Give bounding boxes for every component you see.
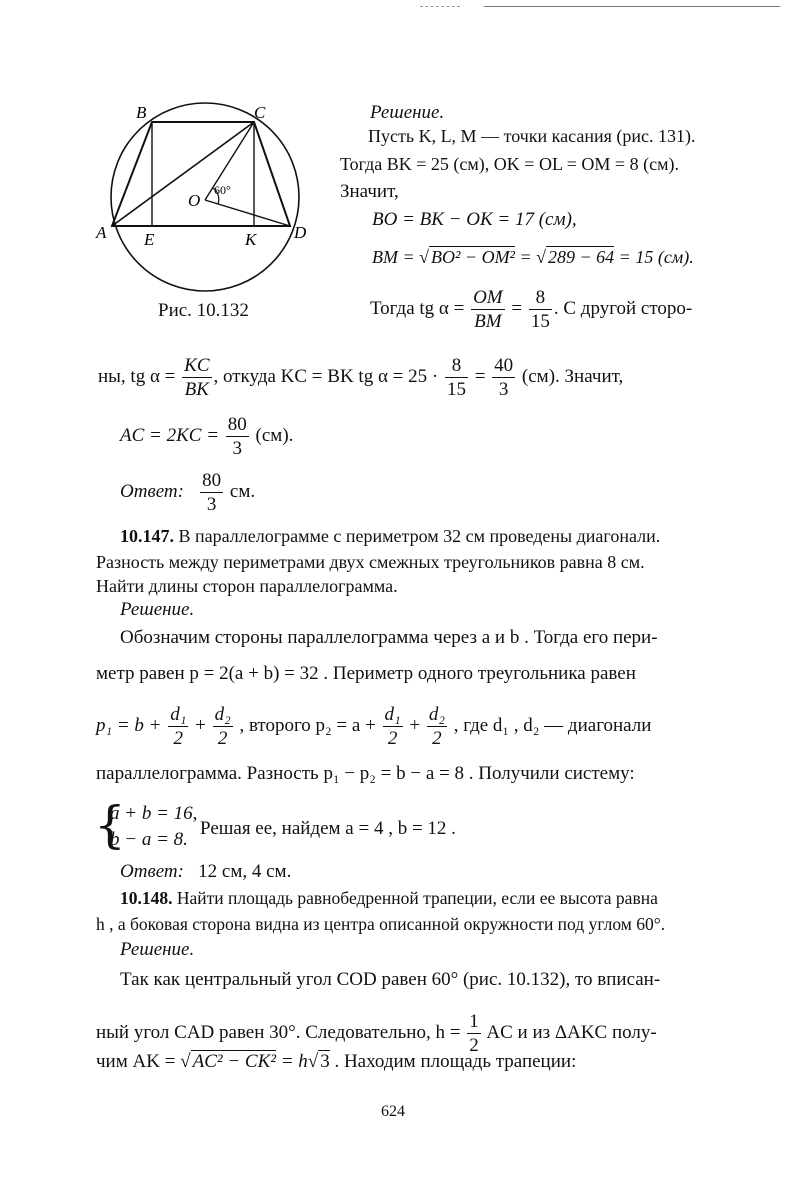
solution2-heading: Решение. [120, 599, 195, 620]
circumscribed-circle [111, 103, 299, 291]
label-e: E [144, 230, 155, 249]
trapezoid [112, 122, 290, 226]
fraction-om-bm [471, 288, 505, 331]
fraction-d1 [168, 705, 188, 748]
eq-bm-mid: = [514, 247, 537, 267]
frac-den: 2 [387, 728, 398, 749]
equation-kc [98, 356, 623, 399]
equation-ac [120, 415, 293, 458]
problem-148-line1 [120, 890, 658, 908]
equation-bm: BM = √ BO² − OM² = √ 289 − 64 = 15 (см). [372, 247, 694, 267]
fraction-40-3 [492, 356, 515, 399]
solution2-line4: параллелограмма. Разность p₁ − p₂ = b − a = 8 . Получили систему: [96, 763, 635, 784]
solution1-line2: Тогда BK = 25 (см), OK = OL = OM = 8 (см). [340, 154, 679, 174]
frac-den: 15 [530, 311, 550, 332]
fraction-half [467, 1012, 481, 1055]
answer-label: Ответ: [120, 861, 184, 882]
label-k: K [245, 230, 257, 249]
solution1-heading: Решение. [370, 102, 445, 123]
s3-prefix: чим AK = [96, 1051, 181, 1072]
eq-bm-sqrt2: 289 − 64 [548, 247, 615, 267]
kc-eq: = [469, 365, 491, 387]
ac-suffix: (см). [250, 424, 294, 446]
tg-prefix: Тогда tg α = [370, 297, 470, 319]
problem-text: Найти площадь равнобедренной трапеции, если ее высота равна [172, 888, 658, 908]
problem-147-line1 [120, 527, 660, 545]
frac-den: BK [184, 379, 209, 400]
frac-num: 80 [227, 414, 247, 435]
frac-num: d₂ [214, 704, 231, 725]
fraction-d2 [213, 705, 233, 748]
s3-sqrt: AC² − CK² [192, 1051, 276, 1072]
frac-den: 3 [498, 379, 509, 400]
problem-148-line2: h , а боковая сторона видна из центра описанной окружности под углом 60°. [96, 914, 666, 934]
top-dashed-rule [420, 6, 460, 7]
solution2-line1: Обозначим стороны параллелограмма через a и b . Тогда его пери- [120, 627, 658, 648]
solution1-line3: Значит, [340, 181, 399, 202]
kc-mid: , откуда KC = BK tg α = 25 · [213, 365, 443, 387]
label-c: C [254, 103, 266, 122]
page-number: 624 [381, 1103, 405, 1120]
solution3-line2 [96, 1012, 657, 1055]
s2-prefix: ный угол CAD равен 30°. Следовательно, h = [96, 1021, 466, 1043]
label-o: O [188, 191, 201, 210]
solution3-line3: чим AK = √ AC² − CK² = h√ 3 . Находим площадь трапеции: [96, 1051, 577, 1072]
frac-num: d₁ [384, 704, 401, 725]
fraction-8-15 [529, 288, 552, 331]
solution1-line1: Пусть K, L, M — точки касания (рис. 131). [368, 126, 696, 146]
s3-suffix: . Находим площадь трапеции: [329, 1051, 577, 1072]
label-d: D [294, 223, 307, 242]
s3-sqrt2: 3 [320, 1051, 330, 1072]
fraction-d1b [383, 705, 403, 748]
label-b: B [136, 103, 147, 122]
fraction-d2b [427, 705, 447, 748]
frac-num: 8 [529, 288, 552, 310]
equation-tg [370, 288, 692, 331]
kc-suffix: (см). Значит, [517, 365, 624, 387]
frac-den: 2 [217, 728, 228, 749]
frac-num: 1 [469, 1011, 479, 1032]
figure-caption: Рис. 10.132 [158, 300, 249, 321]
diagonal-ac [112, 122, 254, 226]
p2-lhs: , второго p₂ = a + [234, 714, 381, 736]
ac-prefix: AC = 2KC = [120, 424, 224, 446]
frac-den: 15 [446, 379, 466, 400]
system-brace: { [94, 796, 126, 854]
answer-1 [120, 471, 255, 514]
frac-den: 2 [469, 1035, 479, 1056]
answer-label: Ответ: [120, 480, 184, 502]
fraction-answer [200, 471, 223, 514]
system-eq2: b − a = 8. [110, 829, 188, 850]
solution3-heading: Решение. [120, 939, 195, 960]
frac-num: d₂ [428, 704, 445, 725]
p1-lhs: p₁ = b + [96, 714, 167, 736]
eq-bm-lhs: BM = [372, 247, 420, 267]
problem-147-line2: Разность между периметрами двух смежных треугольников равна 8 см. [96, 552, 645, 572]
problem-number: 10.148. [120, 888, 173, 908]
frac-num: 40 [494, 355, 514, 376]
s3-mid: = h [275, 1051, 308, 1072]
answer-2 [120, 862, 291, 881]
system-solution: Решая ее, найдем a = 4 , b = 12 . [200, 818, 456, 839]
system-eq1: a + b = 16, [110, 803, 198, 824]
angle-label: 60° [214, 183, 231, 197]
solution3-line1: Так как центральный угол COD равен 60° (рис. 10.132), то вписан- [120, 969, 661, 990]
fraction-8-15b [445, 356, 468, 399]
answer-value: 12 см, 4 см. [198, 861, 292, 882]
frac-num: OM [473, 287, 503, 308]
s2-suffix: AC и из ΔAKC полу- [482, 1021, 657, 1043]
frac-den: 2 [432, 728, 442, 749]
label-a: A [96, 223, 107, 242]
frac-num: KC [184, 355, 210, 376]
solution2-line3 [96, 705, 651, 748]
answer-unit: см. [225, 480, 256, 502]
problem-147-line3: Найти длины сторон параллелограмма. [96, 576, 398, 596]
frac-num: d₁ [170, 704, 187, 725]
tg-suffix: . С другой сторо- [553, 297, 693, 319]
solution2-line2: метр равен p = 2(a + b) = 32 . Периметр одного треугольника равен [96, 663, 636, 684]
eq-bm-rhs: = 15 (см). [614, 247, 694, 267]
fraction-80-3 [226, 415, 249, 458]
frac-den: 3 [232, 438, 243, 459]
p-tail: , где d₁ , d₂ — диагонали [448, 714, 652, 736]
equation-bo: BO = BK − OK = 17 (см), [372, 209, 577, 230]
frac-den: BM [474, 311, 502, 332]
eq-bm-sqrt1: BO² − OM² [431, 247, 515, 267]
fraction-kc-bk [182, 356, 211, 399]
frac-num: 80 [202, 470, 222, 491]
plus: + [190, 714, 211, 736]
problem-number: 10.147. [120, 526, 174, 546]
top-rule [484, 6, 780, 7]
frac-den: 3 [206, 494, 217, 515]
plus: + [404, 714, 425, 736]
problem-text: В параллелограмме с периметром 32 см проведены диагонали. [174, 526, 661, 546]
kc-prefix: ны, tg α = [98, 365, 181, 387]
frac-num: 8 [445, 356, 468, 378]
tg-eq: = [506, 297, 527, 319]
figure-10-132 [94, 100, 324, 300]
frac-den: 2 [173, 728, 184, 749]
